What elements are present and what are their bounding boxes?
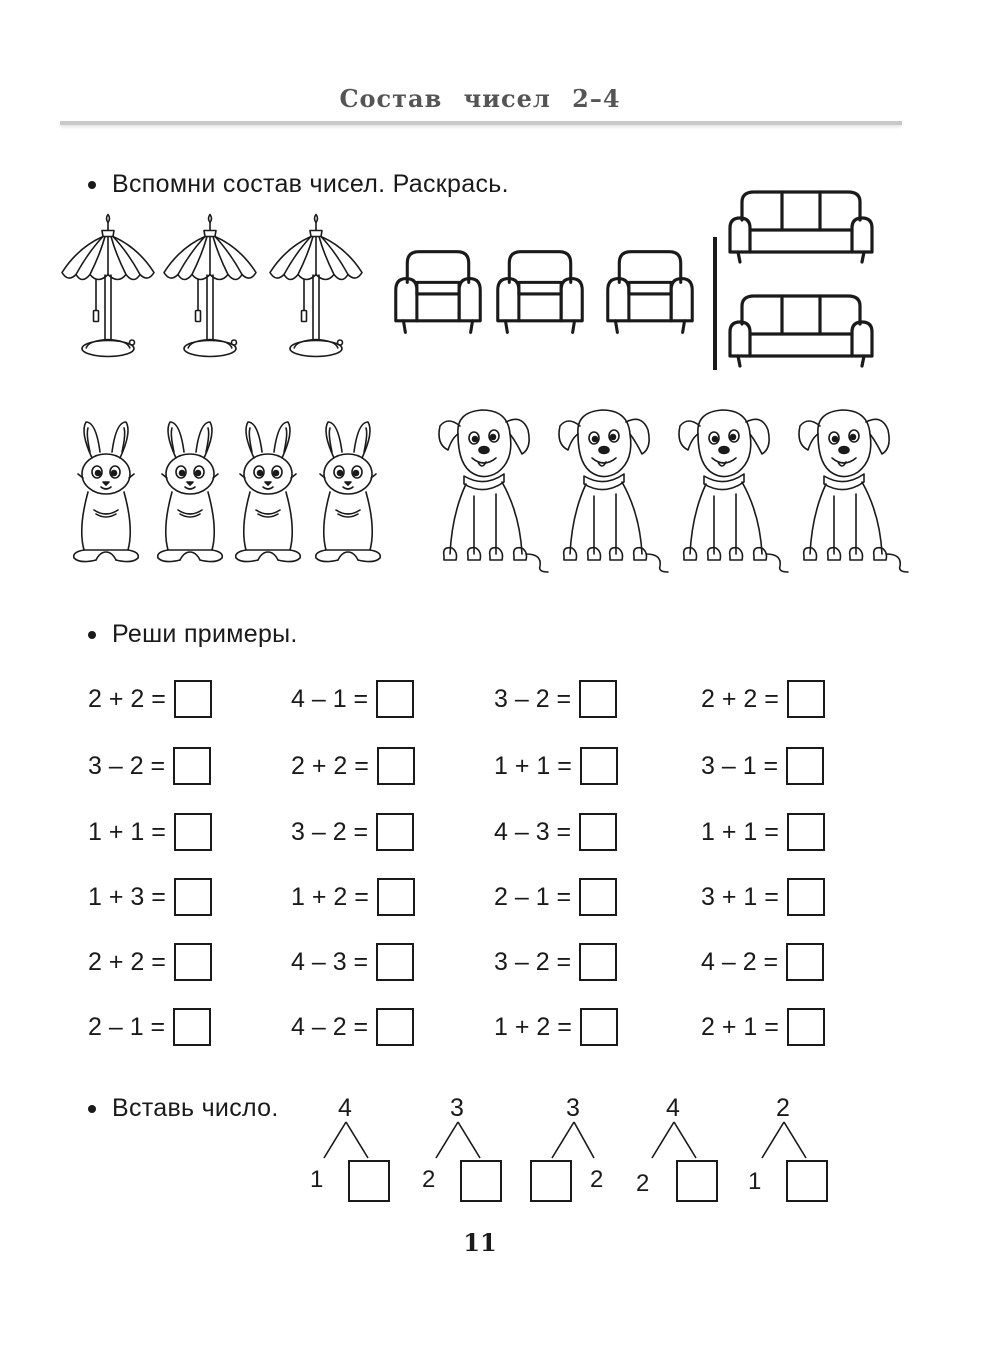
answer-box[interactable] — [579, 813, 617, 851]
example-c4-r1 — [701, 680, 825, 718]
example-c3-r5 — [494, 943, 617, 981]
expression: 3 + 1 = — [701, 882, 779, 911]
bullet-icon — [88, 1105, 96, 1113]
number-tree-1 — [296, 1094, 406, 1204]
answer-box[interactable] — [376, 943, 414, 981]
expression: 4 – 3 = — [494, 817, 572, 846]
title-divider — [60, 121, 902, 125]
answer-box[interactable] — [174, 680, 212, 718]
answer-box[interactable] — [174, 878, 212, 916]
tree-part: 1 — [748, 1168, 762, 1195]
answer-box[interactable] — [787, 878, 825, 916]
example-c2-r2 — [291, 747, 415, 785]
number-tree-4 — [624, 1094, 734, 1204]
dog-image-2[interactable] — [550, 404, 670, 574]
title-word-2: чисел — [463, 84, 551, 113]
expression: 3 – 2 = — [291, 817, 369, 846]
example-c3-r6 — [494, 1008, 618, 1046]
armchair-image-1[interactable] — [390, 244, 486, 340]
sofa-image-1[interactable] — [726, 188, 876, 268]
answer-box[interactable] — [376, 680, 414, 718]
expression: 3 – 2 = — [88, 751, 166, 780]
task-2-instruction — [88, 620, 298, 649]
expression: 3 – 2 = — [494, 684, 572, 713]
sofa-image-2[interactable] — [726, 292, 876, 372]
example-c1-r6 — [88, 1008, 211, 1046]
answer-box[interactable] — [173, 1008, 211, 1046]
expression: 1 + 1 = — [701, 817, 779, 846]
example-c4-r4 — [701, 878, 825, 916]
tree-total: 2 — [776, 1094, 790, 1122]
bullet-icon — [88, 181, 96, 189]
task-2-text: Реши примеры. — [112, 620, 298, 648]
expression: 2 – 1 = — [494, 882, 572, 911]
expression: 2 + 2 = — [701, 684, 779, 713]
expression: 1 + 1 = — [494, 751, 572, 780]
dog-image-4[interactable] — [790, 404, 910, 574]
expression: 2 + 2 = — [88, 684, 166, 713]
tree-part: 2 — [590, 1166, 604, 1193]
example-c4-r5 — [701, 943, 824, 981]
answer-box[interactable] — [786, 943, 824, 981]
answer-box[interactable] — [579, 680, 617, 718]
tree-answer-box[interactable] — [530, 1160, 572, 1202]
expression: 3 – 1 = — [701, 751, 779, 780]
bunny-image-3[interactable] — [228, 418, 308, 568]
tree-part: 2 — [636, 1170, 650, 1197]
answer-box[interactable] — [579, 943, 617, 981]
page-number: 11 — [463, 1228, 497, 1257]
divider-line — [713, 237, 717, 370]
answer-box[interactable] — [580, 747, 618, 785]
tree-part: 2 — [422, 1166, 436, 1193]
example-c1-r4 — [88, 878, 212, 916]
lamp-image-1[interactable] — [58, 210, 158, 365]
answer-box[interactable] — [376, 1008, 414, 1046]
example-c2-r5 — [291, 943, 414, 981]
tree-answer-box[interactable] — [348, 1160, 390, 1202]
answer-box[interactable] — [377, 747, 415, 785]
task-1-text: Вспомни состав чисел. Раскрась. — [112, 170, 509, 198]
expression: 2 + 2 = — [291, 751, 369, 780]
answer-box[interactable] — [579, 878, 617, 916]
example-c2-r3 — [291, 813, 414, 851]
bunny-image-1[interactable] — [66, 418, 146, 568]
expression: 2 + 1 = — [701, 1012, 779, 1041]
lamp-image-2[interactable] — [160, 210, 260, 365]
example-c2-r4 — [291, 878, 415, 916]
answer-box[interactable] — [376, 813, 414, 851]
example-c3-r2 — [494, 747, 618, 785]
number-tree-3 — [522, 1094, 632, 1204]
example-c3-r1 — [494, 680, 617, 718]
page-title — [0, 84, 960, 113]
example-c1-r5 — [88, 943, 212, 981]
answer-box[interactable] — [787, 1008, 825, 1046]
number-tree-2 — [408, 1094, 518, 1204]
expression: 4 – 1 = — [291, 684, 369, 713]
dog-image-3[interactable] — [670, 404, 790, 574]
tree-part: 1 — [310, 1166, 324, 1193]
bunny-image-2[interactable] — [150, 418, 230, 568]
example-c3-r4 — [494, 878, 617, 916]
answer-box[interactable] — [173, 747, 211, 785]
answer-box[interactable] — [174, 943, 212, 981]
expression: 1 + 2 = — [494, 1012, 572, 1041]
tree-answer-box[interactable] — [786, 1160, 828, 1202]
answer-box[interactable] — [377, 878, 415, 916]
expression: 1 + 2 = — [291, 882, 369, 911]
answer-box[interactable] — [174, 813, 212, 851]
bunny-image-4[interactable] — [308, 418, 388, 568]
expression: 3 – 2 = — [494, 947, 572, 976]
example-c2-r1 — [291, 680, 414, 718]
task-1-instruction — [88, 170, 509, 199]
answer-box[interactable] — [787, 813, 825, 851]
example-c1-r1 — [88, 680, 212, 718]
tree-total: 4 — [666, 1094, 680, 1122]
example-c2-r6 — [291, 1008, 414, 1046]
tree-answer-box[interactable] — [676, 1160, 718, 1202]
title-word-1: Состав — [339, 84, 443, 113]
armchair-image-3[interactable] — [602, 244, 698, 340]
answer-box[interactable] — [580, 1008, 618, 1046]
bullet-icon — [88, 631, 96, 639]
example-c3-r3 — [494, 813, 617, 851]
armchair-image-2[interactable] — [492, 244, 588, 340]
tree-total: 4 — [338, 1094, 352, 1122]
tree-total: 3 — [450, 1094, 464, 1122]
example-c4-r6 — [701, 1008, 825, 1046]
answer-box[interactable] — [787, 680, 825, 718]
expression: 4 – 3 = — [291, 947, 369, 976]
example-c1-r2 — [88, 747, 211, 785]
expression: 2 + 2 = — [88, 947, 166, 976]
lamp-image-3[interactable] — [266, 210, 366, 365]
example-c4-r3 — [701, 813, 825, 851]
expression: 1 + 1 = — [88, 817, 166, 846]
example-c1-r3 — [88, 813, 212, 851]
tree-answer-box[interactable] — [460, 1160, 502, 1202]
number-tree-5 — [734, 1094, 844, 1204]
dog-image-1[interactable] — [430, 404, 550, 574]
answer-box[interactable] — [786, 747, 824, 785]
task-3-instruction — [88, 1094, 279, 1123]
title-range: 2–4 — [572, 84, 621, 113]
expression: 4 – 2 = — [701, 947, 779, 976]
example-c4-r2 — [701, 747, 824, 785]
task-3-text: Вставь число. — [112, 1094, 279, 1122]
expression: 1 + 3 = — [88, 882, 166, 911]
expression: 4 – 2 = — [291, 1012, 369, 1041]
tree-total: 3 — [566, 1094, 580, 1122]
expression: 2 – 1 = — [88, 1012, 166, 1041]
